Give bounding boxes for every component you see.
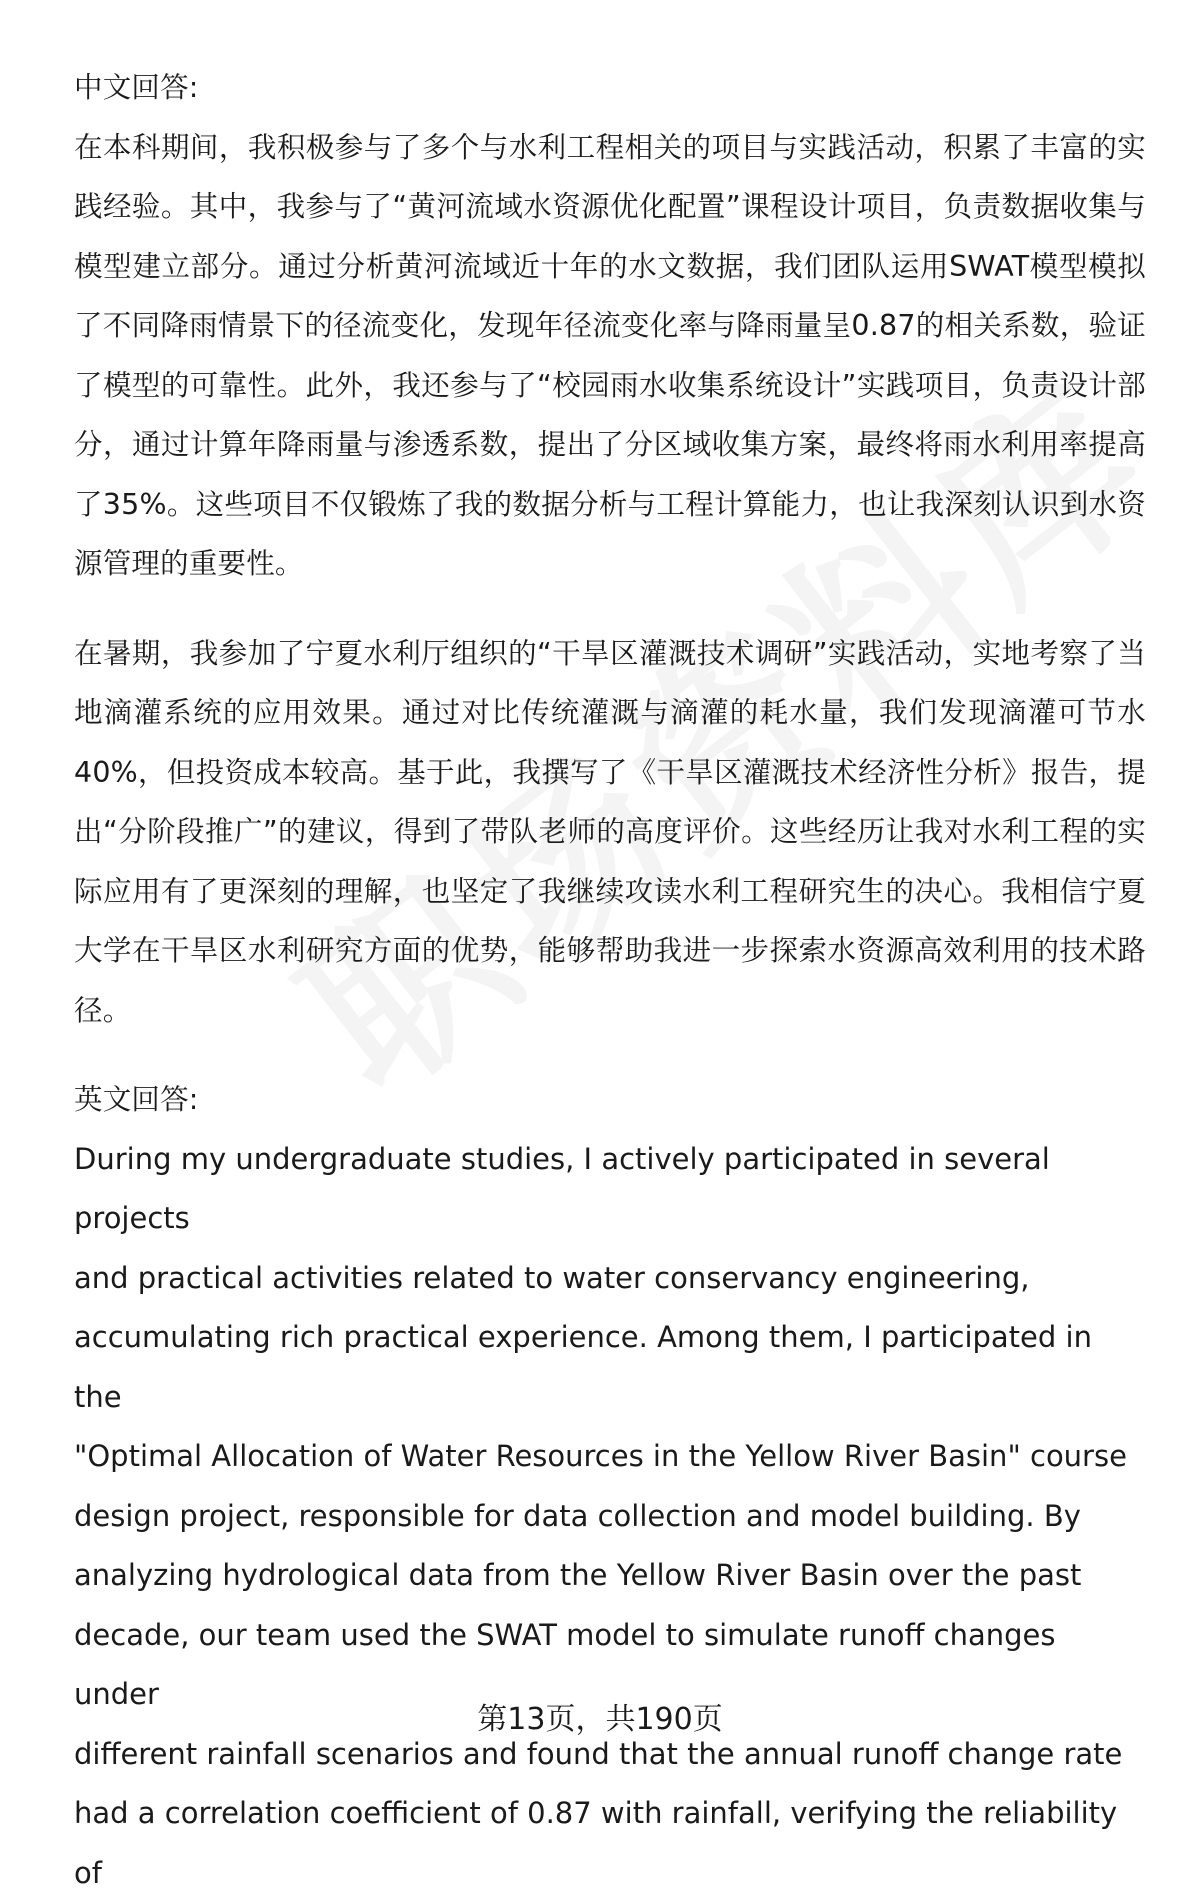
english-answer-paragraph <box>74 1130 1146 1903</box>
paragraph-text: 在暑期，我参加了宁夏水利厅组织的“干旱区灌溉技术调研”实践活动，实地考察了当地滴灌系统的应用效果。通过对比传统灌溉与滴灌的耗水量，我们发现滴灌可节水40%，但投资成本较高。基于此，我撰写了《干旱区灌溉技术经济性分析》报告，提出“分阶段推广”的建议，得到了带队老师的高度评价。这些经历让我对水利工程的实际应用有了更深刻的理解，也坚定了我继续攻读水利工程研究生的决心。我相信宁夏大学在干旱区水利研究方面的优势，能够帮助我进一步探索水资源高效利用的技术路径。 <box>74 624 1146 1041</box>
text-line: had a correlation coefficient of 0.87 with rainfall, verifying the reliability of <box>74 1784 1146 1903</box>
text-line: analyzing hydrological data from the Yellow River Basin over the past <box>74 1546 1146 1606</box>
text-line: accumulating rich practical experience. Among them, I participated in the <box>74 1308 1146 1427</box>
paragraph-text: 在本科期间，我积极参与了多个与水利工程相关的项目与实践活动，积累了丰富的实践经验。其中，我参与了“黄河流域水资源优化配置”课程设计项目，负责数据收集与模型建立部分。通过分析黄河流域近十年的水文数据，我们团队运用SWAT模型模拟了不同降雨情景下的径流变化，发现年径流变化率与降雨量呈0.87的相关系数，验证了模型的可靠性。此外，我还参与了“校园雨水收集系统设计”实践项目，负责设计部分，通过计算年降雨量与渗透系数，提出了分区域收集方案，最终将雨水利用率提高了35%。这些项目不仅锻炼了我的数据分析与工程计算能力，也让我深刻认识到水资源管理的重要性。 <box>74 118 1146 594</box>
text-line: design project, responsible for data collection and model building. By <box>74 1487 1146 1547</box>
text-line: different rainfall scenarios and found that the annual runoff change rate <box>74 1725 1146 1785</box>
text-line: During my undergraduate studies, I actively participated in several projects <box>74 1130 1146 1249</box>
chinese-answer-heading: 中文回答: <box>74 58 1146 118</box>
text-line: "Optimal Allocation of Water Resources in the Yellow River Basin" course <box>74 1427 1146 1487</box>
document-page <box>74 58 1146 1903</box>
text-line: decade, our team used the SWAT model to simulate runoff changes under <box>74 1606 1146 1725</box>
english-answer-heading: 英文回答: <box>74 1070 1146 1130</box>
chinese-answer-paragraph-1 <box>74 118 1146 594</box>
text-line: and practical activities related to water conservancy engineering, <box>74 1249 1146 1309</box>
chinese-answer-paragraph-2 <box>74 624 1146 1041</box>
page-number-footer: 第13页，共190页 <box>0 1700 1200 1740</box>
